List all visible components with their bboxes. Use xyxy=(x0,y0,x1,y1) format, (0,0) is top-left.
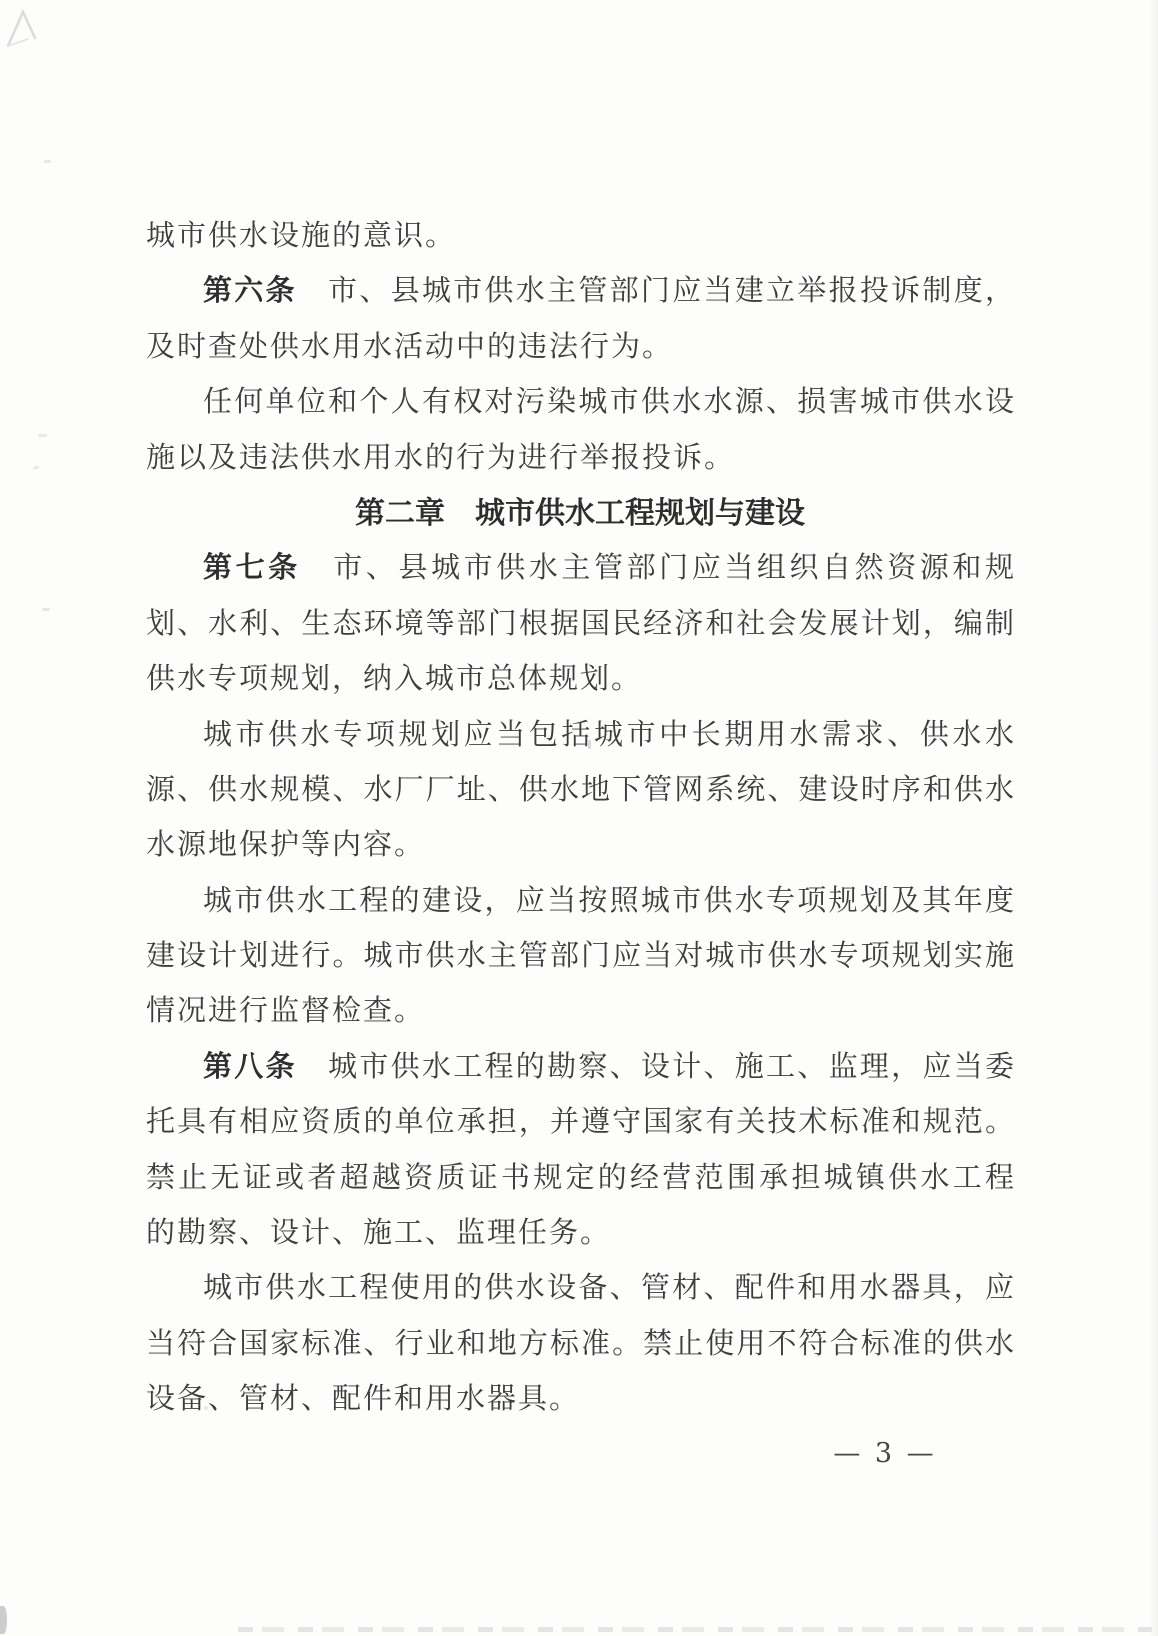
scan-artifact-edge-tick xyxy=(0,1606,7,1634)
scan-artifact-right-shade xyxy=(1149,0,1158,1636)
line-text: 划、水利、生态环境等部门根据国民经济和社会发展计划，编制 xyxy=(146,607,1014,640)
article-number: 第八条 xyxy=(203,1050,297,1083)
text-line xyxy=(146,1040,1014,1095)
text-line xyxy=(146,375,1014,430)
text-line xyxy=(146,652,1014,707)
text-line xyxy=(146,264,1014,319)
text-line xyxy=(146,209,1014,264)
text-line xyxy=(146,1095,1014,1150)
line-text: 施以及违法供水用水的行为进行举报投诉。 xyxy=(146,441,736,474)
article-number: 第六条 xyxy=(203,275,297,308)
line-text: 城市供水设施的意识。 xyxy=(146,220,457,252)
text-line xyxy=(146,431,1014,486)
line-text: 城市供水工程的建设，应当按照城市供水专项规划及其年度 xyxy=(203,884,1014,917)
scan-artifact xyxy=(38,434,47,437)
text-line xyxy=(146,984,1014,1039)
chapter-heading-text: 第二章 城市供水工程规划与建设 xyxy=(355,496,805,530)
text-line xyxy=(146,929,1014,984)
line-text: 设备、管材、配件和用水器具。 xyxy=(146,1383,581,1416)
scan-artifact-corner-mark xyxy=(4,6,46,50)
text-line xyxy=(146,1317,1014,1372)
article-number: 第七条 xyxy=(203,552,301,585)
line-text: 托具有相应资质的单位承担，并遵守国家有关技术标准和规范。 xyxy=(146,1106,1014,1139)
line-text: 源、供水规模、水厂厂址、供水地下管网系统、建设时序和供水 xyxy=(146,773,1014,806)
text-line xyxy=(146,1372,1014,1427)
document-body xyxy=(146,209,1014,1428)
text-line xyxy=(146,763,1014,818)
line-text: 任何单位和个人有权对污染城市供水水源、损害城市供水设 xyxy=(203,386,1014,419)
line-text: 城市供水工程的勘察、设计、施工、监理，应当委 xyxy=(296,1050,1014,1083)
scan-artifact xyxy=(44,160,51,163)
line-text: 供水专项规划，纳入城市总体规划。 xyxy=(146,663,643,696)
page-number: — 3 — xyxy=(833,1438,937,1469)
text-line xyxy=(146,1261,1014,1316)
scan-artifact xyxy=(42,608,50,611)
text-line xyxy=(146,708,1014,763)
line-text: 市、县城市供水主管部门应当建立举报投诉制度， xyxy=(296,275,1014,308)
line-text: 的勘察、设计、施工、监理任务。 xyxy=(146,1217,612,1250)
scan-artifact xyxy=(33,465,40,470)
text-line xyxy=(146,1151,1014,1206)
line-text: 建设计划进行。城市供水主管部门应当对城市供水专项规划实施 xyxy=(146,940,1014,973)
line-text: 禁止无证或者超越资质证书规定的经营范围承担城镇供水工程 xyxy=(146,1161,1014,1194)
text-line xyxy=(146,818,1014,873)
text-line xyxy=(146,541,1014,596)
line-text: 水源地保护等内容。 xyxy=(146,829,426,862)
scan-artifact-bottom-edge xyxy=(238,1627,1152,1632)
text-line xyxy=(146,597,1014,652)
line-text: 当符合国家标准、行业和地方标准。禁止使用不符合标准的供水 xyxy=(146,1327,1014,1360)
text-line xyxy=(146,874,1014,929)
chapter-heading xyxy=(146,486,1014,541)
line-text: 城市供水专项规划应当包括城市中长期用水需求、供水水 xyxy=(203,718,1014,751)
line-text: 情况进行监督检查。 xyxy=(146,995,426,1028)
line-text: 市、县城市供水主管部门应当组织自然资源和规 xyxy=(300,552,1014,585)
line-text: 及时查处供水用水活动中的违法行为。 xyxy=(146,330,674,363)
line-text: 城市供水工程使用的供水设备、管材、配件和用水器具，应 xyxy=(203,1272,1014,1305)
text-line xyxy=(146,1206,1014,1261)
text-line xyxy=(146,320,1014,375)
